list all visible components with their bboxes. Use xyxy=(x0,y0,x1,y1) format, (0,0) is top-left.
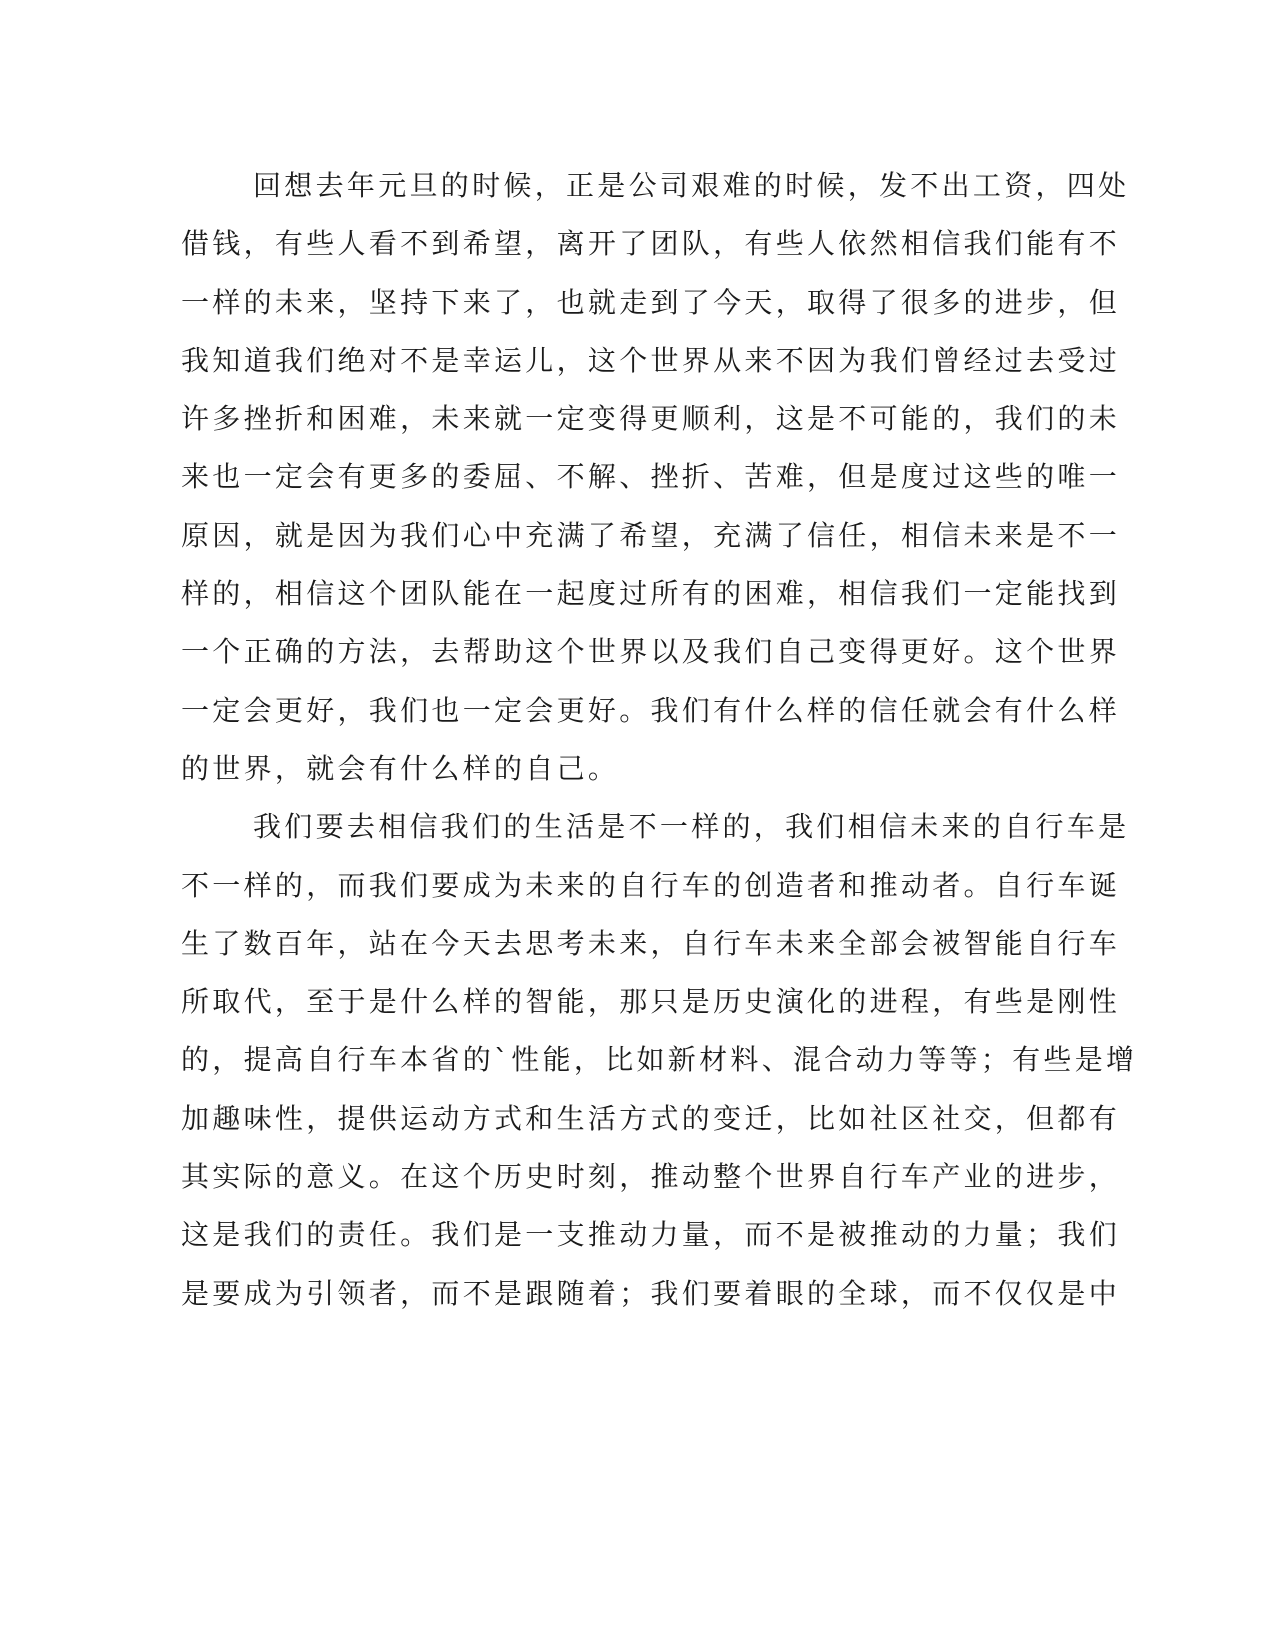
text-line: 样的，相信这个团队能在一起度过所有的困难，相信我们一定能找到 xyxy=(181,577,1121,611)
paragraph-2 xyxy=(181,798,1138,1323)
text-line: 一定会更好，我们也一定会更好。我们有什么样的信任就会有什么样 xyxy=(181,693,1121,727)
text-line: 生了数百年，站在今天去思考未来，自行车未来全部会被智能自行车 xyxy=(181,926,1121,960)
text-line: 回想去年元旦的时候，正是公司艰难的时候，发不出工资，四处 xyxy=(253,169,1130,202)
text-line: 所取代，至于是什么样的智能，那只是历史演化的进程，有些是刚性 xyxy=(181,985,1121,1019)
text-line: 这是我们的责任。我们是一支推动力量，而不是被推动的力量；我们 xyxy=(181,1218,1121,1252)
paragraph-1 xyxy=(181,157,1130,798)
text-line: 借钱，有些人看不到希望，离开了团队，有些人依然相信我们能有不 xyxy=(181,227,1121,261)
text-line: 我们要去相信我们的生活是不一样的，我们相信未来的自行车是 xyxy=(253,810,1130,844)
text-line: 的，提高自行车本省的`性能，比如新材料、混合动力等等；有些是增 xyxy=(181,1043,1138,1077)
text-line: 一个正确的方法，去帮助这个世界以及我们自己变得更好。这个世界 xyxy=(181,635,1121,669)
text-line: 加趣味性，提供运动方式和生活方式的变迁，比如社区社交，但都有 xyxy=(181,1101,1121,1135)
text-line: 原因，就是因为我们心中充满了希望，充满了信任，相信未来是不一 xyxy=(181,518,1121,552)
text-line: 我知道我们绝对不是幸运儿，这个世界从来不因为我们曾经过去受过 xyxy=(181,343,1121,377)
text-line: 是要成为引领者，而不是跟随着；我们要着眼的全球，而不仅仅是中 xyxy=(181,1276,1121,1310)
text-line: 一样的未来，坚持下来了，也就走到了今天，取得了很多的进步，但 xyxy=(181,285,1121,319)
text-line: 许多挫折和困难，未来就一定变得更顺利，这是不可能的，我们的未 xyxy=(181,402,1121,436)
body-text xyxy=(181,157,1138,1323)
text-line: 其实际的意义。在这个历史时刻，推动整个世界自行车产业的进步， xyxy=(181,1160,1121,1194)
text-line: 不一样的，而我们要成为未来的自行车的创造者和推动者。自行车诞 xyxy=(181,868,1121,902)
text-line: 来也一定会有更多的委屈、不解、挫折、苦难，但是度过这些的唯一 xyxy=(181,460,1121,494)
text-line: 的世界，就会有什么样的自己。 xyxy=(181,751,620,785)
